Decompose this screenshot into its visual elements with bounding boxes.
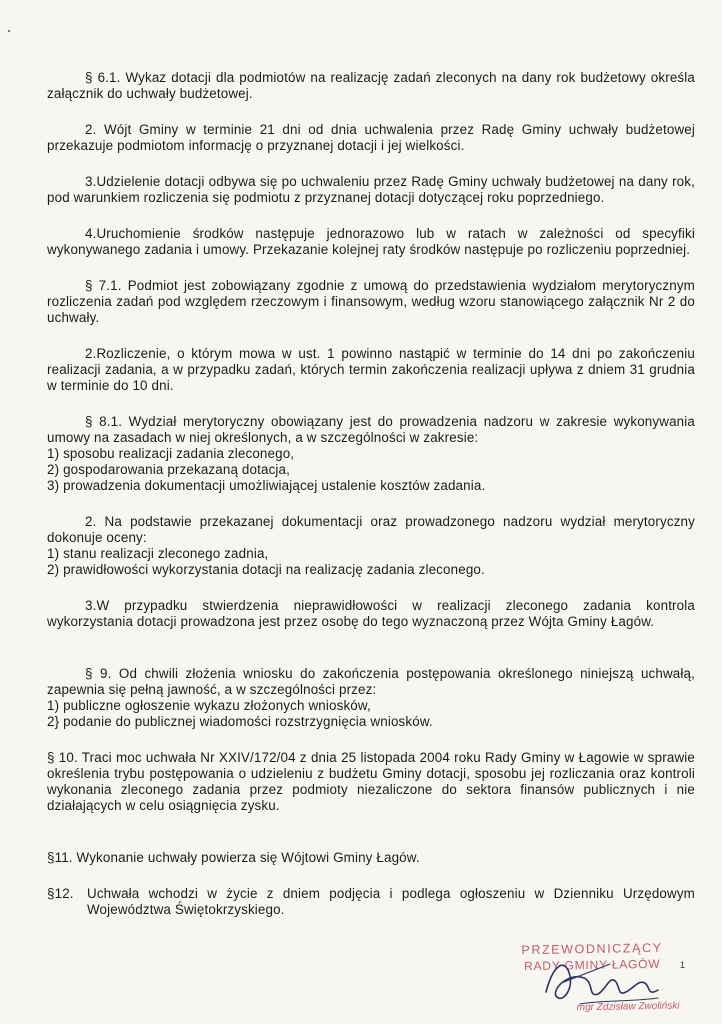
paragraph-6-2: [47, 122, 695, 154]
paragraph-12-text: Uchwała wchodzi w życie z dniem podjęcia i podlega ogłoszeniu w Dzienniku Urzędowym Województwa Świętokrzyskiego.: [87, 886, 695, 917]
paragraph-8-2: [47, 514, 695, 546]
paragraph-8-2-text: 2. Na podstawie przekazanej dokumentacji oraz prowadzonego nadzoru wydział merytoryczny dokonuje oceny:: [47, 514, 695, 545]
list-item: 1) publiczne ogłoszenie wykazu złożonych wniosków,: [47, 698, 371, 713]
list-item: 1) sposobu realizacji zadania zleconego,: [47, 446, 295, 461]
scan-speck: [8, 30, 10, 32]
paragraph-6-1-text: § 6.1. Wykaz dotacji dla podmiotów na realizację zadań zleconych na dany rok budżetowy określa załącznik do uchwały budżetowej.: [47, 70, 695, 101]
paragraph-9-text: § 9. Od chwili złożenia wniosku do zakończenia postępowania określonego niniejszą uchwałą, zapewnia się pełną jawność, a w szczególności przez:: [47, 666, 695, 697]
list-9: [47, 698, 695, 730]
paragraph-6-3: [47, 174, 695, 206]
paragraph-11: §11. Wykonanie uchwały powierza się Wójtowi Gminy Łagów.: [47, 850, 420, 865]
list-8-2: [47, 546, 695, 578]
paragraph-8-1: [47, 414, 695, 446]
list-item: 2) gospodarowania przekazaną dotacja,: [47, 462, 291, 477]
paragraph-7-2: [47, 346, 695, 394]
stamp-title: PRZEWODNICZĄCY: [521, 940, 663, 958]
paragraph-10: § 10. Traci moc uchwała Nr XXIV/172/04 z dnia 25 listopada 2004 roku Rady Gminy w Łagowie w sprawie określenia trybu postępowania o udzieleniu z budżetu Gminy dotacji, sposobu jej rozliczania oraz kontroli wykonania zleconego zadania przez podmioty niezaliczone do sektora finansów publicznych i nie działających w celu osiągnięcia zysku.: [47, 750, 695, 813]
paragraph-6-4-text: 4.Uruchomienie środków następuje jednorazowo lub w ratach w zależności od specyfiki wykonywanego zadania i umowy. Przekazanie kolejnej raty środków następuje po rozliczeniu poprzedniej.: [47, 226, 695, 257]
paragraph-6-2-text: 2. Wójt Gminy w terminie 21 dni od dnia uchwalenia przez Radę Gminy uchwały budżetowej przekazuje podmiotom informację o przyznanej dotacji i jej wielkości.: [47, 122, 695, 153]
paragraph-8-1-text: § 8.1. Wydział merytoryczny obowiązany jest do prowadzenia nadzoru w zakresie wykonywania umowy na zasadach w niej określonych, a w szczególności w zakresie:: [47, 414, 695, 445]
document-body: [47, 70, 695, 918]
stamp-council: RADY GMINY ŁAGÓW: [523, 956, 661, 974]
paragraph-8-3-text: 3.W przypadku stwierdzenia nieprawidłowości w realizacji zleconego zadania kontrola wykorzystania dotacji prowadzona jest przez osobę do tego wyznaczoną przez Wójta Gminy Łagów.: [47, 598, 695, 629]
list-item: 1) stanu realizacji zleconego zadnia,: [47, 546, 269, 561]
paragraph-12: [47, 886, 695, 918]
paragraph-7-1: [47, 278, 695, 326]
list-item: 3) prowadzenia dokumentacji umożliwiającej ustalenie kosztów zadania.: [47, 478, 486, 493]
paragraph-12-number: §12.: [47, 886, 74, 901]
paragraph-6-1: [47, 70, 695, 102]
page-mark: 1: [680, 960, 686, 970]
stamp-name: mgr Zdzisław Zwoliński: [576, 1000, 680, 1014]
list-item: 2) prawidłowości wykorzystania dotacji na realizację zadania zleconego.: [47, 562, 485, 577]
paragraph-7-1-text: § 7.1. Podmiot jest zobowiązany zgodnie z umową do przedstawienia wydziałom merytorycznym rozliczenia zadań pod względem rzeczowym i finansowym, według wzoru stanowiącego załącznik Nr 2 do uchwały.: [47, 278, 695, 325]
paragraph-6-4: [47, 226, 695, 258]
paragraph-9: [47, 666, 695, 698]
paragraph-6-3-text: 3.Udzielenie dotacji odbywa się po uchwaleniu przez Radę Gminy uchwały budżetowej na dany rok, pod warunkiem rozliczenia się podmiotu z przyznanej dotacji dotyczącej roku poprzedniego.: [47, 174, 695, 205]
list-item: 2} podanie do publicznej wiadomości rozstrzygnięcia wniosków.: [47, 714, 433, 729]
list-8-1: [47, 446, 695, 494]
paragraph-8-3: [47, 598, 695, 630]
paragraph-7-2-text: 2.Rozliczenie, o którym mowa w ust. 1 powinno nastąpić w terminie do 14 dni po zakończeniu realizacji zadania, a w przypadku zadań, których termin zakończenia realizacji upływa z dniem 31 grudnia w terminie do 10 dni.: [47, 346, 695, 393]
handwritten-signature: [540, 952, 670, 1012]
